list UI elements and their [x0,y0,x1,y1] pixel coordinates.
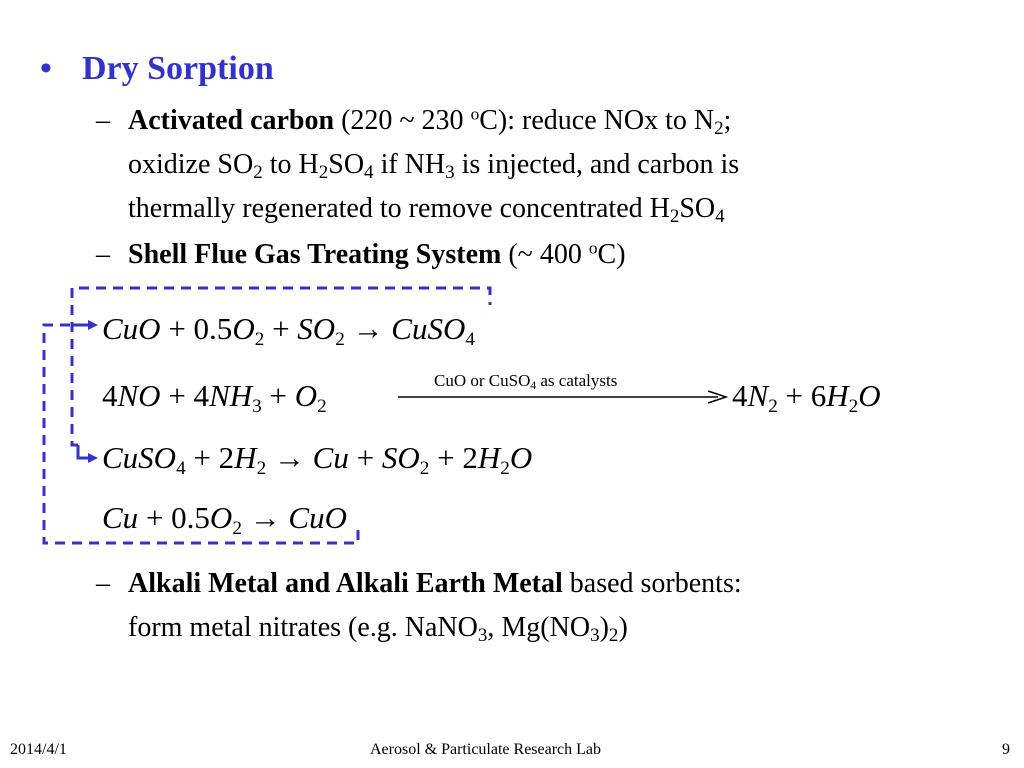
dash: – [96,105,110,136]
footer-page-number: 9 [1002,741,1010,758]
shell-line: Shell Flue Gas Treating System (~ 400 $^o$C) [128,238,626,270]
equation-4: $Cu + 0.5O_2$ → CuO [102,500,347,539]
activated-line-3: thermally regenerated to remove concentrated $H_2SO_4$ [128,193,725,227]
equation-1: CuO + $0.5O_2 + SO_2$ → CuSO$_4$ [102,311,475,350]
dash: – [96,239,110,270]
catalyst-arrow [396,390,732,404]
alkali-line-2: form metal nitrates (e.g. NaNO$_3$, $Mg(NO_3)_2$) [128,612,628,646]
equation-2-right: $4N_2 + 6H_2O$ [732,378,881,417]
shell-bold: Shell Flue Gas Treating System [128,239,502,270]
alkali-bold: Alkali Metal and Alkali Earth Metal [128,568,563,599]
alkali-line-1: Alkali Metal and Alkali Earth Metal based sorbents: [128,568,742,599]
activated-line-2: oxidize $SO_2$ to $H_2SO_4$ if $NH_3$ is injected, and carbon is [128,149,740,183]
arrowhead-eq3 [88,453,98,463]
equation-2-left: $4NO + 4NH_3 + O_2$ [102,378,327,417]
footer-date: 2014/4/1 [10,741,67,758]
dash: – [96,568,110,599]
bullet: • [40,50,52,87]
activated-bold: Activated carbon [128,105,335,136]
heading-title: Dry Sorption [82,50,274,87]
equation-3: CuSO$_4$ + $2H_2 \to Cu + SO_2 + 2H_2O$ [102,440,533,479]
footer-lab: Aerosol & Particulate Research Lab [370,741,602,758]
arrowhead-eq1 [88,320,98,330]
activated-line-1: Activated carbon (220 ~ 230 $^o$C): reduce NOx to $N_2$; [128,104,732,139]
item-alkali-metal [96,562,742,650]
catalyst-label: CuO or CuSO$_4$ as catalysts [434,371,618,392]
